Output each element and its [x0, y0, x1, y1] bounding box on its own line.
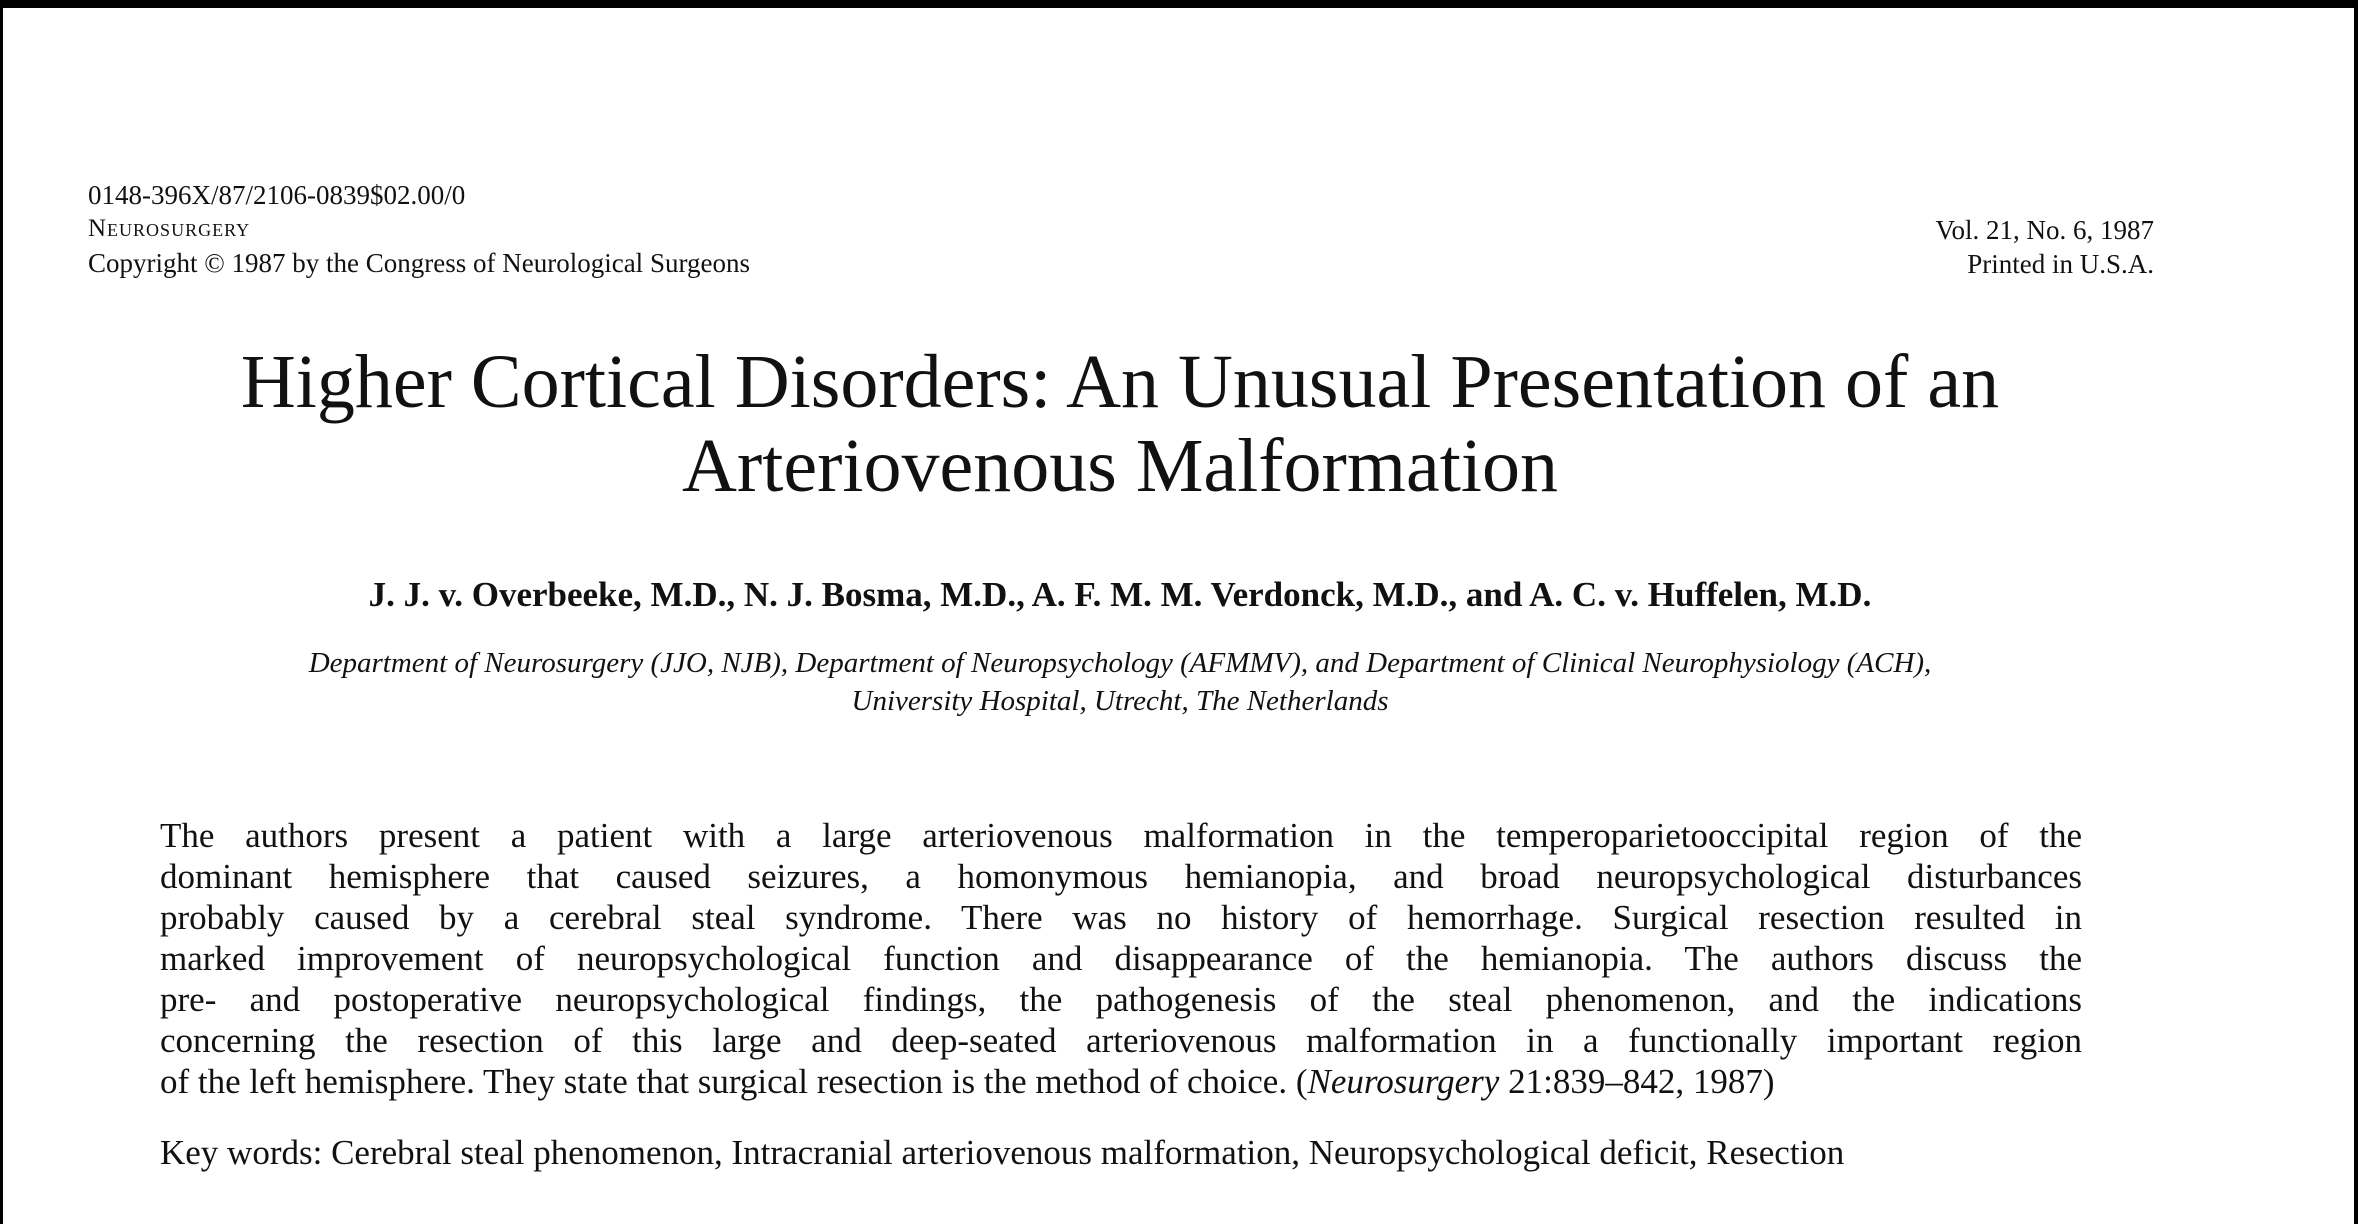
- journal-name: Neurosurgery: [88, 215, 251, 242]
- keywords: Key words: Cerebral steal phenomenon, Intracranial arteriovenous malformation, Neuropsychological deficit, Resection: [160, 1133, 1845, 1172]
- scan-border-top: [0, 0, 2358, 8]
- copyright-line: Copyright © 1987 by the Congress of Neurological Surgeons: [88, 248, 750, 278]
- affiliation-line-1: Department of Neurosurgery (JJO, NJB), Department of Neuropsychology (AFMMV), and Department of Clinical Neurophysiology (ACH),: [308, 647, 1932, 679]
- scan-border-left: [0, 0, 3, 1224]
- abstract-line: probably caused by a cerebral steal syndrome. There was no history of hemorrhage. Surgical resection resulted in: [160, 898, 2082, 937]
- affiliation-line-2: University Hospital, Utrecht, The Netherlands: [851, 685, 1389, 717]
- volume-info: Vol. 21, No. 6, 1987: [1935, 215, 2154, 245]
- abstract-line: marked improvement of neuropsychological function and disappearance of the hemianopia. The authors discuss the: [160, 939, 2082, 978]
- citation-details: 21:839–842, 1987): [1499, 1062, 1775, 1101]
- scan-border-right: [2354, 0, 2358, 1224]
- abstract-line: pre- and postoperative neuropsychological findings, the pathogenesis of the steal phenomenon, and the indications: [160, 980, 2082, 1019]
- title-line-1: Higher Cortical Disorders: An Unusual Presentation of an: [240, 340, 2000, 424]
- issn-code: 0148-396X/87/2106-0839$02.00/0: [88, 180, 466, 210]
- abstract-line: The authors present a patient with a large arteriovenous malformation in the temperoparietooccipital region of the: [160, 816, 2082, 855]
- abstract: [160, 815, 2082, 1102]
- article-title: [80, 340, 2160, 508]
- abstract-line: concerning the resection of this large and deep-seated arteriovenous malformation in a functionally important region: [160, 1021, 2082, 1060]
- abstract-line: dominant hemisphere that caused seizures, a homonymous hemianopia, and broad neuropsychological disturbances: [160, 857, 2082, 896]
- author-affiliation: [80, 644, 2160, 720]
- abstract-last-line-text: of the left hemisphere. They state that surgical resection is the method of choice. (: [160, 1062, 1308, 1101]
- journal-header-left: [88, 178, 750, 280]
- citation-journal: Neurosurgery: [1307, 1062, 1500, 1101]
- title-line-2: Arteriovenous Malformation: [682, 424, 1558, 508]
- printed-info: Printed in U.S.A.: [1967, 249, 2154, 279]
- journal-header-right: [1935, 213, 2154, 281]
- author-list: J. J. v. Overbeeke, M.D., N. J. Bosma, M.D., A. F. M. M. Verdonck, M.D., and A. C. v. Huffelen, M.D.: [368, 575, 1872, 614]
- abstract-last-line: [160, 1061, 2082, 1102]
